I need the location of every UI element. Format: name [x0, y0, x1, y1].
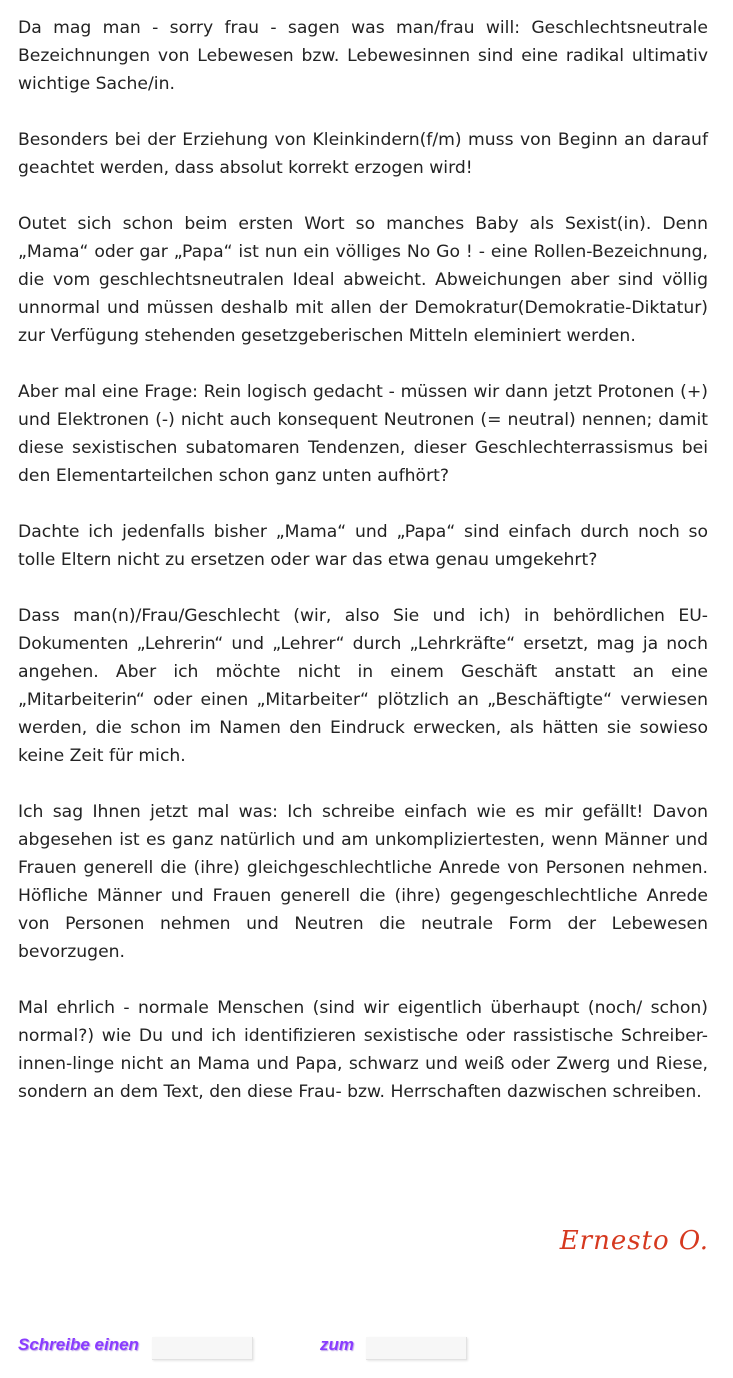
paragraph-6: Dass man(n)/Frau/Geschlecht (wir, also Sie und ich) in behördlichen EU-Dokumenten „Lehrerin“ und „Lehrer“ durch „Lehrkräfte“ ersetzt, mag ja noch angehen. Aber ich möchte nicht in einem Geschäft anstatt an eine „Mitarbeiterin“ oder einen „Mitarbeiter“ plötzlich an „Beschäftigte“ verwiesen werden, die schon im Namen den Eindruck erwecken, als hätten sie sowieso keine Zeit für mich.	[18, 606, 708, 766]
write-comment-label: Schreibe einen	[18, 1335, 139, 1354]
comment-footer	[18, 1333, 718, 1363]
paragraph-8: Mal ehrlich - normale Menschen (sind wir eigentlich überhaupt (noch/ schon) normal?) wie Du und ich identifizieren sexistische oder rassistische Schreiber-innen-linge nicht an Mama und Papa, schwarz und weiß oder Zwerg und Riese, sondern an dem Text, den diese Frau- bzw. Herrschaften dazwischen schreiben.	[18, 998, 708, 1102]
paragraph-2: Besonders bei der Erziehung von Kleinkindern(f/m) muss von Beginn an darauf geachtet werden, dass absolut korrekt erzogen wird!	[18, 130, 708, 178]
author-signature: Ernesto O.	[559, 1226, 709, 1256]
zum-label: zum	[320, 1335, 354, 1354]
paragraph-4: Aber mal eine Frage: Rein logisch gedacht - müssen wir dann jetzt Protonen (+) und Elektronen (-) nicht auch konsequent Neutronen (= neutral) nennen; damit diese sexistischen subatomaren Tendenzen, dieser Geschlechterrassismus bei den Elementarteilchen schon ganz unten aufhört?	[18, 382, 708, 486]
comment-link-box[interactable]	[152, 1337, 253, 1360]
article-body	[18, 14, 708, 1134]
paragraph-1: Da mag man - sorry frau - sagen was man/frau will: Geschlechtsneutrale Bezeichnungen von Lebewesen bzw. Lebewesinnen sind eine radikal ultimativ wichtige Sache/in.	[18, 18, 708, 94]
paragraph-5: Dachte ich jedenfalls bisher „Mama“ und „Papa“ sind einfach durch noch so tolle Eltern nicht zu ersetzen oder war das etwa genau umgekehrt?	[18, 522, 708, 570]
paragraph-3: Outet sich schon beim ersten Wort so manches Baby als Sexist(in). Denn „Mama“ oder gar „Papa“ ist nun ein völliges No Go ! - eine Rollen-Bezeichnung, die vom geschlechtsneutralen Ideal abweicht. Abweichungen aber sind völlig unnormal und müssen deshalb mit allen der Demokratur(Demokratie-Diktatur) zur Verfügung stehenden gesetzgeberischen Mitteln eleminiert werden.	[18, 214, 708, 346]
topic-link-box[interactable]	[366, 1337, 467, 1360]
paragraph-7: Ich sag Ihnen jetzt mal was: Ich schreibe einfach wie es mir gefällt! Davon abgesehen ist es ganz natürlich und am unkompliziertesten, wenn Männer und Frauen generell die (ihre) gleichgeschlechtliche Anrede von Personen nehmen. Höfliche Männer und Frauen generell die (ihre) gegengeschlechtliche Anrede von Personen nehmen und Neutren die neutrale Form der Lebewesen bevorzugen.	[18, 802, 708, 962]
